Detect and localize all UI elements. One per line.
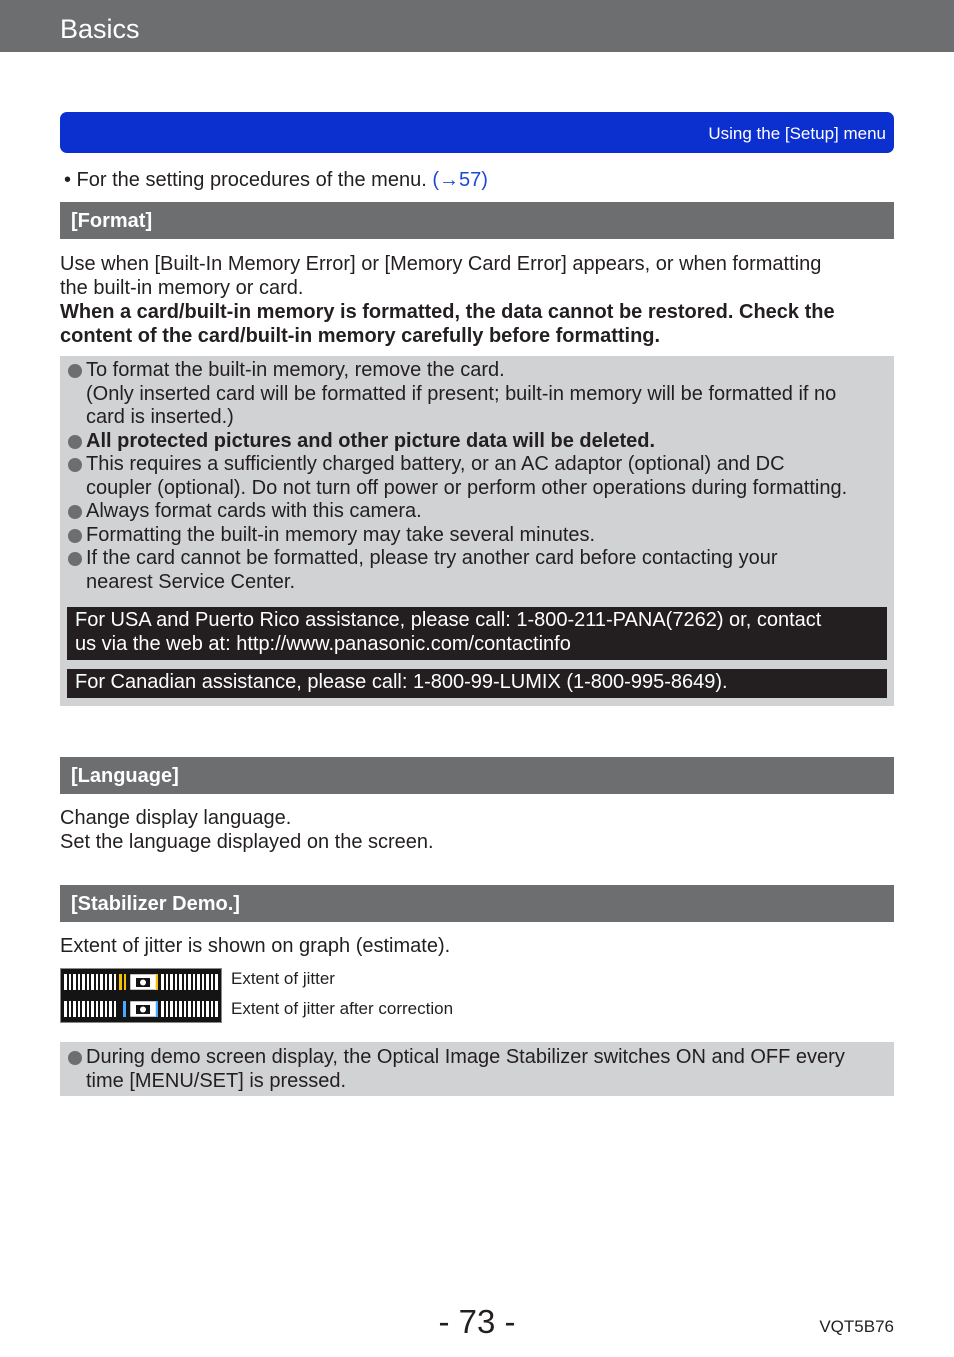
language-desc-line: Set the language displayed on the screen. <box>60 831 434 853</box>
usa-support-box <box>67 607 887 660</box>
note-line: All protected pictures and other picture data will be deleted. <box>86 429 655 452</box>
note-line: Formatting the built-in memory may take several minutes. <box>86 523 596 546</box>
bullet-icon <box>68 458 82 472</box>
stabilizer-note-box <box>60 1042 894 1096</box>
note-item <box>60 1042 894 1093</box>
jitter-graph <box>60 968 222 1023</box>
page-number: - 73 - <box>438 1303 516 1340</box>
stabilizer-description: Extent of jitter is shown on graph (estimate). <box>60 935 451 957</box>
format-heading-bar <box>60 202 894 239</box>
note-line: Always format cards with this camera. <box>86 500 422 522</box>
note-item <box>60 547 894 594</box>
language-description <box>60 806 894 854</box>
note-item <box>60 524 894 548</box>
canada-support-line: For Canadian assistance, please call: 1-800-99-LUMIX (1-800-995-8649). <box>75 671 728 693</box>
intro-text: • For the setting procedures of the menu. <box>64 169 433 191</box>
language-heading: [Language] <box>71 765 179 787</box>
note-line: (Only inserted card will be formatted if present; built-in memory will be formatted if no <box>86 382 837 405</box>
section-title: Basics <box>60 14 140 44</box>
note-line: During demo screen display, the Optical Image Stabilizer switches ON and OFF every <box>86 1046 845 1068</box>
note-line: To format the built-in memory, remove the card. <box>86 359 505 381</box>
format-warning-line: content of the card/built-in memory carefully before formatting. <box>60 325 661 347</box>
note-line: nearest Service Center. <box>86 570 295 593</box>
format-heading: [Format] <box>71 210 153 232</box>
note-item <box>60 453 894 500</box>
canada-support-box <box>67 669 887 698</box>
intro-note <box>64 168 488 192</box>
corrected-jitter-label: Extent of jitter after correction <box>231 999 454 1018</box>
document-code: VQT5B76 <box>819 1317 894 1336</box>
format-desc-line: Use when [Built-In Memory Error] or [Memory Card Error] appears, or when formatting <box>60 253 822 275</box>
jitter-label: Extent of jitter <box>231 969 335 988</box>
usa-support-line: For USA and Puerto Rico assistance, please call: 1-800-211-PANA(7262) or, contact <box>75 609 822 631</box>
format-description <box>60 252 894 348</box>
bullet-icon <box>68 552 82 566</box>
language-heading-bar <box>60 757 894 794</box>
note-line: coupler (optional). Do not turn off power or perform other operations during formatting. <box>86 476 848 499</box>
note-item <box>60 500 894 524</box>
header-bar <box>0 0 954 52</box>
menu-nav-label[interactable]: Using the [Setup] menu <box>708 124 886 143</box>
page-ref-link[interactable]: (→57) <box>432 169 488 191</box>
note-line: This requires a sufficiently charged battery, or an AC adaptor (optional) and DC <box>86 453 785 475</box>
bullet-icon <box>68 505 82 519</box>
note-line: If the card cannot be formatted, please try another card before contacting your <box>86 547 778 569</box>
usa-support-line: us via the web at: http://www.panasonic.com/contactinfo <box>75 632 571 655</box>
note-item <box>60 359 894 430</box>
format-warning-line: When a card/built-in memory is formatted, the data cannot be restored. Check the <box>60 301 835 323</box>
bullet-icon <box>68 364 82 378</box>
jitter-graph-image <box>61 969 221 1022</box>
menu-nav-bar[interactable] <box>60 112 894 153</box>
bullet-icon <box>68 435 82 449</box>
format-desc-line: the built-in memory or card. <box>60 277 304 299</box>
note-line: card is inserted.) <box>86 406 234 428</box>
stabilizer-heading-bar <box>60 885 894 922</box>
note-line: time [MENU/SET] is pressed. <box>86 1069 347 1092</box>
bullet-icon <box>68 529 82 543</box>
stabilizer-heading: [Stabilizer Demo.] <box>71 893 240 915</box>
note-item <box>60 430 894 454</box>
language-desc-line: Change display language. <box>60 807 292 829</box>
bullet-icon <box>68 1051 82 1065</box>
